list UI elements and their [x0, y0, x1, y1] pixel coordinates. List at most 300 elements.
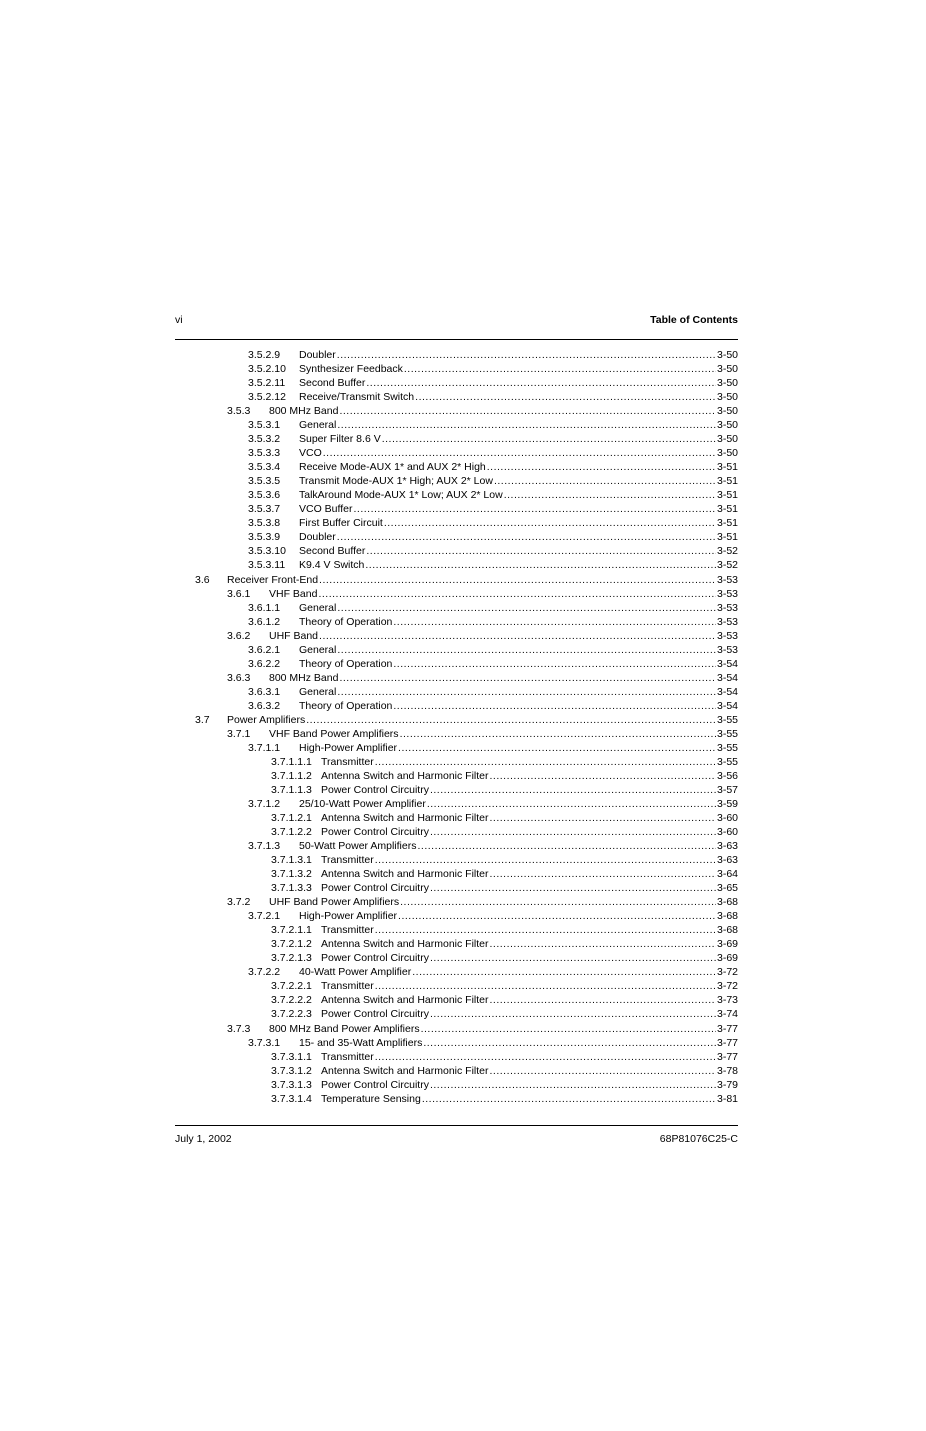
toc-entry[interactable]: [175, 909, 738, 923]
toc-entry-line: [299, 432, 738, 446]
toc-entry-title: 50-Watt Power Amplifiers: [299, 840, 417, 853]
dot-leader: [375, 853, 716, 867]
toc-entry[interactable]: [175, 615, 738, 629]
toc-entry[interactable]: [175, 601, 738, 615]
toc-entry-line: [227, 713, 738, 727]
toc-entry-title: VHF Band Power Amplifiers: [269, 727, 399, 740]
toc-entry-title: Power Control Circuitry: [321, 1008, 429, 1021]
dot-leader: [323, 446, 716, 460]
toc-entry-number: 3.7.1.3.3: [271, 882, 312, 895]
toc-entry-page: 3-51: [716, 531, 738, 544]
page-footer: [175, 1133, 738, 1147]
toc-entry-title: 15- and 35-Watt Amplifiers: [299, 1036, 423, 1049]
toc-entry[interactable]: [175, 404, 738, 418]
toc-entry[interactable]: [175, 587, 738, 601]
toc-entry-page: 3-55: [716, 741, 738, 754]
toc-entry-line: [321, 811, 738, 825]
toc-entry-line: [269, 895, 738, 909]
toc-entry-title: Transmit Mode-AUX 1* High; AUX 2* Low: [299, 475, 493, 488]
toc-entry-number: 3.6.3: [227, 671, 251, 684]
toc-entry-page: 3-74: [716, 1008, 738, 1021]
toc-entry-line: [299, 601, 738, 615]
toc-entry-page: 3-53: [716, 615, 738, 628]
dot-leader: [430, 951, 716, 965]
toc-entry-number: 3.7.1.1.2: [271, 769, 312, 782]
toc-entry[interactable]: [175, 923, 738, 937]
toc-entry-line: [299, 699, 738, 713]
toc-entry-title: Antenna Switch and Harmonic Filter: [321, 938, 489, 951]
toc-entry-line: [321, 951, 738, 965]
toc-entry-number: 3.7.2.2.3: [271, 1008, 312, 1021]
toc-entry-number: 3.5.3.5: [248, 475, 281, 488]
toc-entry-line: [299, 348, 738, 362]
dot-leader: [430, 825, 716, 839]
toc-entry[interactable]: [175, 1078, 738, 1092]
toc-entry-title: UHF Band: [269, 629, 319, 642]
toc-entry-page: 3-78: [716, 1064, 738, 1077]
toc-entry-title: K9.4 V Switch: [299, 559, 365, 572]
toc-entry[interactable]: [175, 867, 738, 881]
toc-entry-line: [299, 839, 738, 853]
toc-entry-line: [321, 783, 738, 797]
toc-entry[interactable]: [175, 797, 738, 811]
toc-entry-line: [299, 685, 738, 699]
toc-entry-line: [299, 615, 738, 629]
toc-entry-page: 3-68: [716, 924, 738, 937]
toc-entry-title: UHF Band Power Amplifiers: [269, 896, 400, 909]
dot-leader: [423, 1036, 716, 1050]
toc-entry-page: 3-57: [716, 783, 738, 796]
toc-entry[interactable]: [175, 390, 738, 404]
toc-entry-number: 3.5.3.11: [248, 559, 286, 572]
dot-leader: [366, 376, 716, 390]
toc-entry-number: 3.7.2.1.2: [271, 938, 312, 951]
toc-entry-line: [321, 993, 738, 1007]
toc-entry-title: Antenna Switch and Harmonic Filter: [321, 769, 489, 782]
dot-leader: [490, 993, 716, 1007]
header-title: Table of Contents: [650, 314, 738, 326]
dot-leader: [354, 502, 716, 516]
dot-leader: [375, 1050, 716, 1064]
toc-entry-title: VHF Band: [269, 587, 318, 600]
dot-leader: [318, 587, 716, 601]
toc-entry-line: [299, 558, 738, 572]
toc-entry-page: 3-72: [716, 980, 738, 993]
toc-entry-page: 3-64: [716, 868, 738, 881]
toc-entry-line: [227, 573, 738, 587]
toc-entry-line: [321, 881, 738, 895]
toc-entry-title: First Buffer Circuit: [299, 517, 383, 530]
dot-leader: [398, 909, 716, 923]
toc-entry-title: Power Control Circuitry: [321, 952, 429, 965]
toc-entry-title: General: [299, 685, 337, 698]
toc-entry[interactable]: [175, 643, 738, 657]
toc-entry-line: [299, 797, 738, 811]
toc-entry[interactable]: [175, 1050, 738, 1064]
toc-entry-number: 3.6.2.2: [248, 657, 281, 670]
dot-leader: [375, 923, 716, 937]
dot-leader: [421, 1022, 716, 1036]
toc-entry-page: 3-69: [716, 952, 738, 965]
toc-entry-page: 3-50: [716, 391, 738, 404]
toc-entry[interactable]: [175, 573, 738, 587]
toc-entry-number: 3.7.3.1.3: [271, 1078, 312, 1091]
page-header: [175, 314, 738, 328]
dot-leader: [417, 839, 716, 853]
toc-entry[interactable]: [175, 937, 738, 951]
toc-entry[interactable]: [175, 713, 738, 727]
toc-entry-title: Transmitter: [321, 755, 374, 768]
dot-leader: [490, 937, 716, 951]
footer-doc-number: 68P81076C25-C: [659, 1133, 738, 1145]
dot-leader: [490, 1064, 716, 1078]
toc-entry-title: Receive Mode-AUX 1* and AUX 2* High: [299, 461, 486, 474]
toc-entry[interactable]: [175, 727, 738, 741]
dot-leader: [398, 741, 716, 755]
toc-entry-title: 800 MHz Band: [269, 405, 339, 418]
toc-entry[interactable]: [175, 657, 738, 671]
dot-leader: [393, 699, 716, 713]
toc-entry-page: 3-53: [716, 643, 738, 656]
toc-entry-page: 3-60: [716, 826, 738, 839]
toc-entry[interactable]: [175, 881, 738, 895]
toc-entry-line: [299, 909, 738, 923]
toc-entry[interactable]: [175, 965, 738, 979]
toc-entry-number: 3.5.3.7: [248, 503, 281, 516]
toc-entry-number: 3.5.2.11: [248, 377, 286, 390]
toc-entry-title: Doubler: [299, 531, 336, 544]
toc-entry-title: Theory of Operation: [299, 615, 393, 628]
toc-entry-page: 3-51: [716, 461, 738, 474]
dot-leader: [384, 516, 716, 530]
toc-entry-number: 3.6.3.2: [248, 699, 281, 712]
toc-entry-line: [299, 446, 738, 460]
toc-entry-number: 3.6.2: [227, 629, 251, 642]
toc-entry-title: Transmitter: [321, 854, 374, 867]
toc-entry-page: 3-63: [716, 840, 738, 853]
toc-entry[interactable]: [175, 671, 738, 685]
toc-entry-number: 3.5.3.6: [248, 489, 281, 502]
toc-entry-number: 3.6: [195, 573, 210, 586]
toc-entry-title: VCO Buffer: [299, 503, 353, 516]
toc-list: [175, 348, 738, 1106]
toc-entry-page: 3-53: [716, 573, 738, 586]
toc-entry-number: 3.7.2.2: [248, 966, 281, 979]
toc-entry-page: 3-50: [716, 447, 738, 460]
toc-entry-number: 3.6.1.2: [248, 615, 281, 628]
toc-entry-line: [269, 587, 738, 601]
dot-leader: [337, 418, 716, 432]
toc-entry-number: 3.6.1: [227, 587, 251, 600]
toc-entry-line: [269, 671, 738, 685]
toc-entry-number: 3.7.2.1.3: [271, 952, 312, 965]
toc-entry-title: Transmitter: [321, 980, 374, 993]
toc-entry-line: [321, 1064, 738, 1078]
toc-entry-page: 3-68: [716, 896, 738, 909]
toc-entry[interactable]: [175, 488, 738, 502]
toc-entry[interactable]: [175, 362, 738, 376]
toc-entry-line: [299, 741, 738, 755]
toc-entry-page: 3-54: [716, 657, 738, 670]
toc-entry-line: [299, 1036, 738, 1050]
toc-entry-number: 3.7.1.2: [248, 798, 281, 810]
toc-entry-title: Synthesizer Feedback: [299, 363, 403, 376]
toc-entry-line: [299, 657, 738, 671]
toc-entry-number: 3.7.1.2.1: [271, 812, 312, 825]
toc-entry-line: [321, 979, 738, 993]
dot-leader: [490, 867, 716, 881]
toc-entry-number: 3.6.1.1: [248, 601, 281, 614]
dot-leader: [337, 685, 716, 699]
dot-leader: [393, 615, 716, 629]
toc-entry-page: 3-50: [716, 377, 738, 390]
toc-entry-title: Receive/Transmit Switch: [299, 391, 415, 404]
toc-entry-line: [299, 376, 738, 390]
toc-entry[interactable]: [175, 1022, 738, 1036]
dot-leader: [427, 797, 716, 811]
toc-entry-line: [321, 1078, 738, 1092]
toc-entry-title: Transmitter: [321, 1050, 374, 1063]
dot-leader: [490, 811, 716, 825]
dot-leader: [415, 390, 716, 404]
dot-leader: [494, 474, 716, 488]
toc-entry-page: 3-51: [716, 475, 738, 488]
toc-entry[interactable]: [175, 1064, 738, 1078]
toc-entry[interactable]: [175, 446, 738, 460]
dot-leader: [375, 755, 716, 769]
toc-entry[interactable]: [175, 1007, 738, 1021]
dot-leader: [412, 965, 716, 979]
toc-entry[interactable]: [175, 685, 738, 699]
toc-entry-title: Antenna Switch and Harmonic Filter: [321, 994, 489, 1007]
toc-entry-number: 3.5.3.1: [248, 419, 281, 432]
toc-entry-title: Power Control Circuitry: [321, 826, 429, 839]
toc-entry-page: 3-55: [716, 755, 738, 768]
toc-entry-title: Antenna Switch and Harmonic Filter: [321, 812, 489, 825]
dot-leader: [400, 727, 716, 741]
dot-leader: [382, 432, 716, 446]
toc-entry-title: Theory of Operation: [299, 699, 393, 712]
toc-entry-line: [321, 1092, 738, 1106]
toc-entry-number: 3.6.3.1: [248, 685, 281, 698]
toc-entry[interactable]: [175, 839, 738, 853]
dot-leader: [400, 895, 716, 909]
toc-entry-page: 3-54: [716, 699, 738, 712]
dot-leader: [430, 1078, 716, 1092]
toc-entry-number: 3.7.3.1.4: [271, 1092, 312, 1105]
toc-entry[interactable]: [175, 502, 738, 516]
toc-entry-page: 3-55: [716, 713, 738, 726]
toc-entry-page: 3-52: [716, 559, 738, 572]
toc-entry[interactable]: [175, 993, 738, 1007]
toc-entry[interactable]: [175, 741, 738, 755]
toc-entry-line: [269, 404, 738, 418]
toc-entry-line: [299, 965, 738, 979]
toc-entry-page: 3-53: [716, 629, 738, 642]
toc-entry-title: VCO: [299, 447, 322, 460]
toc-entry-page: 3-51: [716, 517, 738, 530]
toc-entry-page: 3-50: [716, 419, 738, 432]
toc-entry[interactable]: [175, 474, 738, 488]
toc-entry-title: Power Control Circuitry: [321, 783, 429, 796]
toc-entry-number: 3.5.3.8: [248, 517, 281, 530]
toc-entry-line: [299, 460, 738, 474]
toc-entry[interactable]: [175, 348, 738, 362]
toc-entry-page: 3-81: [716, 1092, 738, 1105]
toc-entry-line: [299, 418, 738, 432]
toc-entry-title: 800 MHz Band Power Amplifiers: [269, 1022, 420, 1035]
toc-entry-number: 3.7.1.3.1: [271, 854, 312, 867]
dot-leader: [366, 544, 716, 558]
toc-entry-number: 3.7.3: [227, 1022, 251, 1035]
toc-entry-line: [299, 474, 738, 488]
toc-entry-title: General: [299, 601, 337, 614]
toc-entry[interactable]: [175, 755, 738, 769]
dot-leader: [337, 348, 716, 362]
toc-entry[interactable]: [175, 825, 738, 839]
toc-entry-number: 3.7: [195, 713, 210, 726]
toc-entry[interactable]: [175, 516, 738, 530]
toc-entry-line: [321, 1050, 738, 1064]
toc-entry-page: 3-50: [716, 349, 738, 361]
dot-leader: [339, 404, 716, 418]
toc-entry-page: 3-52: [716, 545, 738, 558]
dot-leader: [404, 362, 716, 376]
toc-entry-line: [269, 629, 738, 643]
toc-entry-line: [321, 867, 738, 881]
toc-entry-number: 3.7.3.1.1: [271, 1050, 312, 1063]
toc-entry-number: 3.7.2: [227, 896, 251, 909]
toc-entry[interactable]: [175, 530, 738, 544]
toc-entry-number: 3.7.3.1.2: [271, 1064, 312, 1077]
dot-leader: [504, 488, 716, 502]
toc-entry-number: 3.5.3.2: [248, 433, 281, 446]
toc-entry[interactable]: [175, 769, 738, 783]
toc-entry-title: High-Power Amplifier: [299, 741, 398, 754]
toc-entry[interactable]: [175, 951, 738, 965]
dot-leader: [365, 558, 716, 572]
dot-leader: [430, 783, 716, 797]
toc-entry[interactable]: [175, 699, 738, 713]
toc-entry-number: 3.5.3.3: [248, 447, 281, 460]
toc-entry[interactable]: [175, 544, 738, 558]
toc-entry-number: 3.7.1.3: [248, 840, 281, 853]
toc-entry[interactable]: [175, 853, 738, 867]
toc-entry[interactable]: [175, 783, 738, 797]
toc-entry-number: 3.7.2.2.1: [271, 980, 312, 993]
toc-entry-number: 3.7.2.1: [248, 910, 281, 923]
toc-entry-page: 3-54: [716, 685, 738, 698]
toc-entry-title: Doubler: [299, 349, 336, 361]
toc-entry[interactable]: [175, 376, 738, 390]
toc-entry-title: General: [299, 419, 337, 432]
toc-entry-page: 3-54: [716, 671, 738, 684]
toc-entry-line: [321, 769, 738, 783]
toc-entry-title: Super Filter 8.6 V: [299, 433, 381, 446]
toc-entry-line: [299, 544, 738, 558]
toc-entry[interactable]: [175, 558, 738, 572]
toc-entry-number: 3.7.2.1.1: [271, 924, 312, 937]
toc-entry[interactable]: [175, 1092, 738, 1106]
toc-entry[interactable]: [175, 432, 738, 446]
toc-entry-page: 3-77: [716, 1022, 738, 1035]
dot-leader: [337, 601, 716, 615]
dot-leader: [337, 530, 716, 544]
toc-entry-line: [321, 923, 738, 937]
footer-date: July 1, 2002: [175, 1133, 232, 1145]
toc-entry-number: 3.7.1.1.1: [271, 755, 312, 768]
toc-entry-line: [299, 516, 738, 530]
toc-entry-line: [321, 755, 738, 769]
toc-entry-line: [321, 853, 738, 867]
toc-entry-number: 3.6.2.1: [248, 643, 281, 656]
dot-leader: [487, 460, 716, 474]
toc-entry-title: Antenna Switch and Harmonic Filter: [321, 868, 489, 881]
toc-entry-title: High-Power Amplifier: [299, 910, 398, 923]
toc-entry-title: Power Control Circuitry: [321, 882, 429, 895]
toc-entry-line: [269, 1022, 738, 1036]
toc-entry-number: 3.5.3.9: [248, 531, 281, 544]
toc-entry-line: [269, 727, 738, 741]
toc-entry-number: 3.5.3.10: [248, 545, 286, 558]
toc-entry-number: 3.7.1.3.2: [271, 868, 312, 881]
toc-entry-page: 3-55: [716, 727, 738, 740]
toc-entry[interactable]: [175, 418, 738, 432]
toc-entry-page: 3-53: [716, 601, 738, 614]
toc-entry[interactable]: [175, 895, 738, 909]
dot-leader: [430, 881, 716, 895]
dot-leader: [393, 657, 716, 671]
toc-entry-line: [299, 362, 738, 376]
toc-entry-number: 3.5.3: [227, 405, 251, 418]
toc-entry-title: General: [299, 643, 337, 656]
toc-entry-number: 3.7.2.2.2: [271, 994, 312, 1007]
toc-entry[interactable]: [175, 811, 738, 825]
toc-entry-number: 3.7.1.1.3: [271, 783, 312, 796]
toc-entry-page: 3-50: [716, 405, 738, 418]
toc-entry-title: Second Buffer: [299, 377, 366, 390]
toc-entry-title: 40-Watt Power Amplifier: [299, 966, 412, 979]
toc-entry-line: [299, 643, 738, 657]
toc-entry-page: 3-65: [716, 882, 738, 895]
toc-entry-page: 3-50: [716, 433, 738, 446]
toc-entry-page: 3-72: [716, 966, 738, 979]
toc-entry-page: 3-60: [716, 812, 738, 825]
toc-entry-line: [299, 502, 738, 516]
dot-leader: [339, 671, 716, 685]
toc-entry-number: 3.7.1.2.2: [271, 826, 312, 839]
toc-entry-page: 3-73: [716, 994, 738, 1007]
toc-entry-page: 3-63: [716, 854, 738, 867]
dot-leader: [319, 573, 716, 587]
toc-entry[interactable]: [175, 979, 738, 993]
toc-entry[interactable]: [175, 460, 738, 474]
toc-entry-line: [321, 825, 738, 839]
toc-entry[interactable]: [175, 629, 738, 643]
toc-entry-line: [321, 1007, 738, 1021]
toc-entry-title: Receiver Front-End: [227, 573, 319, 586]
toc-entry-title: Power Amplifiers: [227, 713, 306, 726]
toc-entry-page: 3-77: [716, 1036, 738, 1049]
toc-entry-number: 3.5.2.10: [248, 363, 286, 376]
toc-entry-page: 3-77: [716, 1050, 738, 1063]
toc-entry-page: 3-53: [716, 587, 738, 600]
toc-entry-title: Temperature Sensing: [321, 1092, 421, 1105]
toc-entry[interactable]: [175, 1036, 738, 1050]
toc-entry-line: [321, 937, 738, 951]
toc-entry-title: TalkAround Mode-AUX 1* Low; AUX 2* Low: [299, 489, 503, 502]
toc-entry-number: 3.5.3.4: [248, 461, 281, 474]
